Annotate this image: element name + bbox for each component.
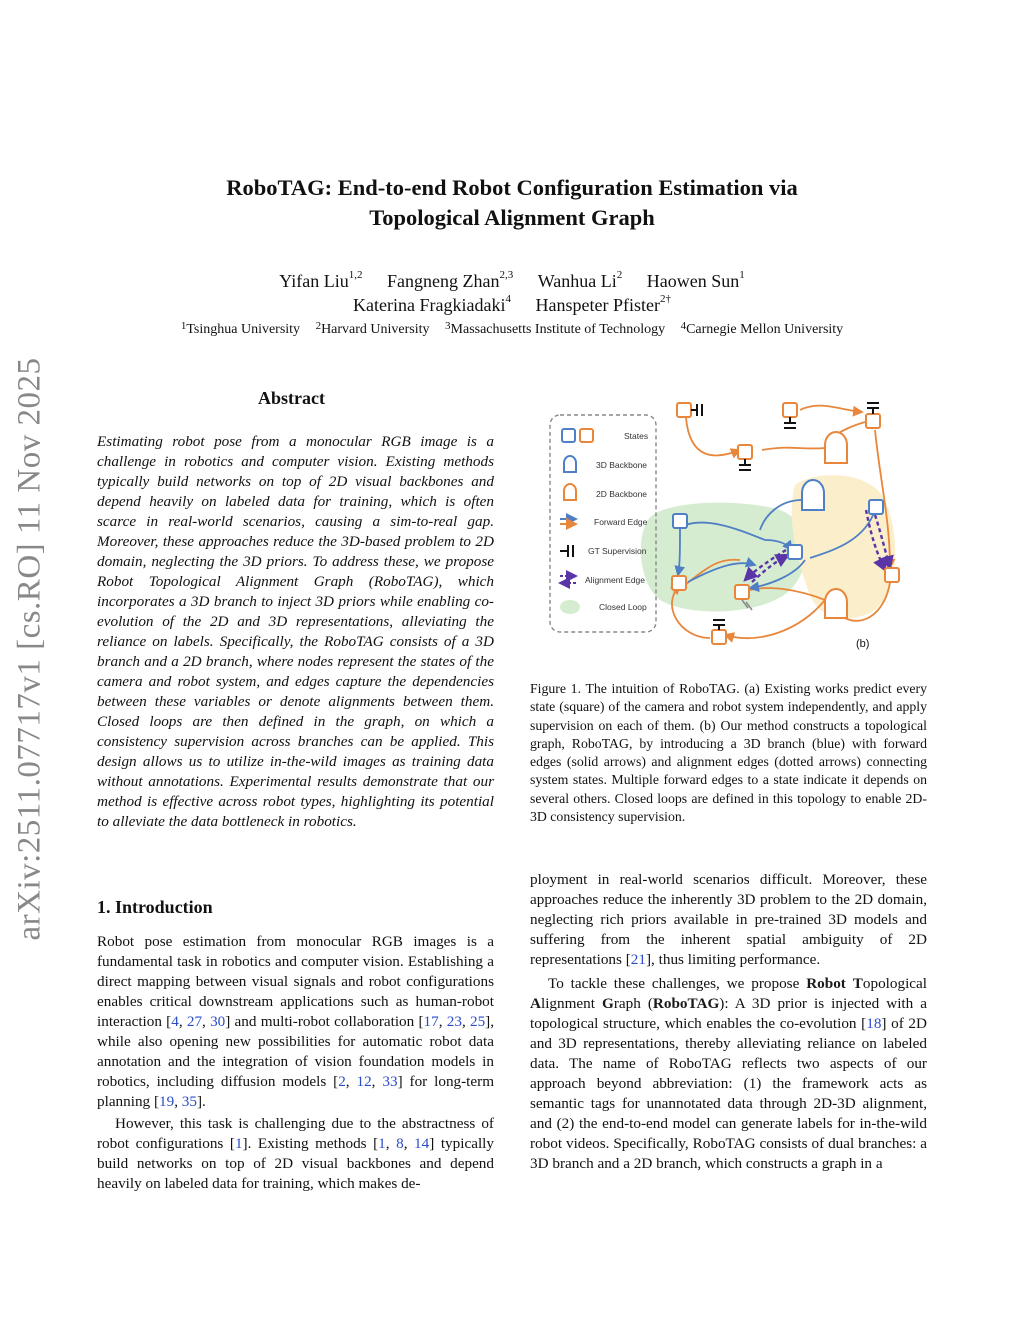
citation-link[interactable]: 23 bbox=[446, 1013, 462, 1030]
legend-label: States bbox=[624, 431, 649, 441]
title-line-1: RoboTAG: End-to-end Robot Configuration Estimation via bbox=[226, 175, 798, 200]
state-node bbox=[866, 414, 880, 428]
legend-label: Forward Edge bbox=[594, 517, 648, 527]
intro-paragraph-1: Robot pose estimation from monocular RGB images is a fundamental task in robotics and computer vision. Establishing a direct mapping between visual signals and robot configurations enables critical downstream applications such as human-robot interaction [4, 27, 30] and multi-robot collaboration [17, 23, 25], while also opening new possibilities for automatic robot data annotation and the integration of vision foundation models in robotics, including diffusion models [2, 12, 33] for long-term planning [19, 35]. bbox=[97, 933, 495, 1110]
3d-backbone-icon bbox=[564, 456, 576, 472]
citation-link[interactable]: 1 bbox=[234, 1135, 243, 1152]
citation-link[interactable]: 14 bbox=[414, 1135, 430, 1152]
legend-label: 3D Backbone bbox=[596, 460, 648, 470]
state-node bbox=[788, 545, 802, 559]
legend-label: Alignment Edge bbox=[585, 575, 646, 585]
author: Katerina Fragkiadaki$^4$ bbox=[353, 293, 511, 315]
right-column-text bbox=[530, 870, 927, 1174]
blue-state-icon bbox=[562, 429, 575, 442]
citation-link[interactable]: 19 bbox=[159, 1093, 175, 1110]
legend-3d-backbone bbox=[564, 456, 647, 472]
state-node bbox=[672, 576, 686, 590]
closed-loop-green-region bbox=[641, 503, 806, 612]
title-line-2: Topological Alignment Graph bbox=[369, 205, 655, 230]
state-node bbox=[712, 630, 726, 644]
author: Hanspeter Pfister$^{2\dagger}$ bbox=[535, 293, 671, 315]
citation-link[interactable]: 17 bbox=[423, 1013, 439, 1030]
legend-label: GT Supervision bbox=[588, 546, 647, 556]
citation-link[interactable]: 2 bbox=[338, 1073, 346, 1090]
2d-backbone-icon bbox=[564, 484, 576, 500]
legend-label: Closed Loop bbox=[599, 602, 647, 612]
legend-closed-loop bbox=[560, 600, 647, 614]
legend-gt-supervision bbox=[560, 545, 647, 557]
abstract-heading: Abstract bbox=[258, 388, 325, 408]
affiliation: $^3$Massachusetts Institute of Technology bbox=[445, 320, 666, 337]
legend-states bbox=[562, 429, 648, 442]
abstract-paragraph: Estimating robot pose from a monocular RGB image is a challenge in robotics and computer vision. Existing methods typically build networks on top of 2D visual backbones and depend heavily on labeled data for training, which is often scarce in real-world scenarios, causing a sim-to-real gap. Moreover, these approaches reduce the 3D-based problem to 2D domain, neglecting the 3D priors. To address these, we propose Robot Topological Alignment Graph (RoboTAG), which incorporates a 3D branch to inject 3D priors while enabling co-evolution of the 2D and 3D representations, alleviating the reliance on labels. Specifically, the RoboTAG consists of a 3D branch and a 2D branch, where nodes represent the states of the camera and robot system, and edges capture the dependencies between these variables or denote alignments between them. Closed loops are then defined in the graph, on which a consistency supervision across branches can be applied. This design allows us to utilize in-the-wild images as training data without annotations. Experimental results demonstrate that our method is effective across robot types, highlighting its potential to alleviate the data bottleneck in robotics. bbox=[97, 433, 494, 830]
authors-line-2 bbox=[150, 295, 874, 316]
state-node bbox=[673, 514, 687, 528]
citation-link[interactable]: 1 bbox=[378, 1135, 386, 1152]
author: Haowen Sun$^1$ bbox=[646, 269, 745, 291]
state-node bbox=[783, 403, 797, 417]
figure-1-diagram bbox=[540, 390, 920, 660]
arxiv-watermark: arXiv:2511.07717v1 [cs.RO] 11 Nov 2025 bbox=[11, 357, 48, 941]
2d-backbone bbox=[825, 589, 847, 618]
state-node bbox=[738, 445, 752, 459]
citation-link[interactable]: 12 bbox=[356, 1073, 372, 1090]
state-node bbox=[677, 403, 691, 417]
section-heading: 1. Introduction bbox=[97, 897, 213, 917]
affiliations bbox=[150, 322, 874, 338]
legend-label: 2D Backbone bbox=[596, 489, 648, 499]
citation-link[interactable]: 8 bbox=[396, 1135, 404, 1152]
legend-alignment-edge bbox=[560, 575, 645, 585]
author: Wanhua Li$^2$ bbox=[537, 269, 623, 291]
state-node bbox=[885, 568, 899, 582]
affiliation: $^1$Tsinghua University bbox=[180, 320, 301, 337]
legend-forward-edge bbox=[560, 517, 648, 527]
panel-label: (b) bbox=[856, 638, 870, 650]
citation-link[interactable]: 25 bbox=[469, 1013, 486, 1030]
orange-state-icon bbox=[580, 429, 593, 442]
citation-link[interactable]: 35 bbox=[181, 1093, 197, 1110]
citation-link[interactable]: 30 bbox=[210, 1013, 226, 1030]
affiliation: $^2$Harvard University bbox=[315, 320, 430, 337]
citation-link[interactable]: 21 bbox=[630, 951, 646, 968]
paper-title bbox=[150, 173, 874, 233]
citation-link[interactable]: 27 bbox=[186, 1013, 203, 1030]
authors-line-1 bbox=[150, 271, 874, 292]
body-paragraph-1: ployment in real-world scenarios difficult. Moreover, these approaches reduce the inherently 3D problem to the 2D domain, neglecting rich priors available in pre-trained 3D models and suffering from the inherent spatial ambiguity of 2D representations [21], thus limiting performance. bbox=[530, 871, 927, 968]
figure-caption: Figure 1. The intuition of RoboTAG. (a) Existing works predict every state (square) of the camera and robot system independently, and apply supervision on each of them. (b) Our method constructs a topological graph, RoboTAG, by introducing a 3D branch (blue) with forward edges (solid arrows) and alignment edges (dotted arrows) connecting system states. Multiple forward edges to a state indicate it depends on several others. Closed loops are defined in this topology to enable 2D-3D consistency supervision. bbox=[530, 681, 927, 825]
citation-link[interactable]: 33 bbox=[382, 1073, 398, 1090]
state-node bbox=[869, 500, 883, 514]
citation-link[interactable]: 4 bbox=[171, 1013, 179, 1030]
body-paragraph-2: To tackle these challenges, we propose Robot Topological Alignment Graph (RoboTAG): A 3D prior is injected with a topological structure, which enables the co-evolution [18] of 2D and 3D representations, thereby alleviating reliance on labeled data. The name of RoboTAG reflects two aspects of our approach beyond abbreviation: (1) the framework acts as semantic tags for unannotated data through 2D-3D alignment, and (2) the end-to-end model can generate labels for in-the-wild robot videos. Specifically, RoboTAG consists of dual branches: a 3D branch and a 2D branch, which constructs a graph in a bbox=[530, 975, 928, 1172]
intro-paragraph-2: However, this task is challenging due to the abstractness of robot configurations [1]. Existing methods [1, 8, 14] typically build networks on top of 2D visual backbones and depend heavily on labeled data for training, which makes de- bbox=[97, 1115, 494, 1192]
abstract-text bbox=[97, 432, 494, 832]
author: Fangneng Zhan$^{2,3}$ bbox=[386, 269, 514, 291]
author: Yifan Liu$^{1,2}$ bbox=[279, 269, 363, 291]
3d-backbone bbox=[802, 480, 824, 510]
introduction-text bbox=[97, 932, 494, 1194]
state-node bbox=[735, 585, 749, 599]
affiliation: $^4$Carnegie Mellon University bbox=[680, 320, 844, 337]
citation-link[interactable]: 18 bbox=[866, 1015, 882, 1032]
2d-backbone bbox=[825, 432, 847, 463]
legend-2d-backbone bbox=[564, 484, 647, 500]
